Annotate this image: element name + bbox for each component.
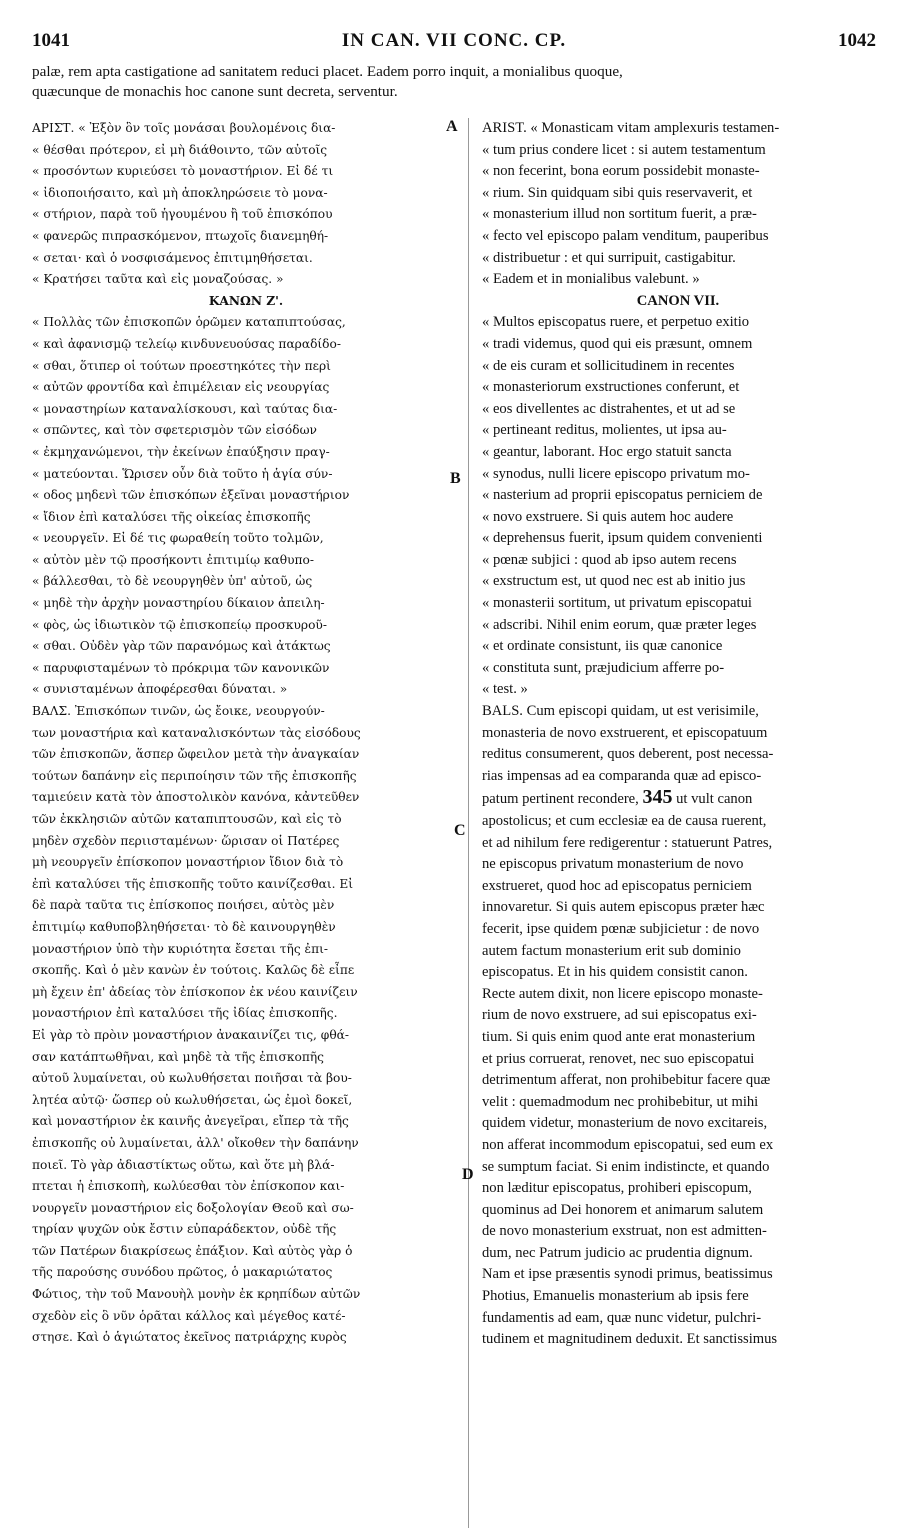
text-line: Photius, Emanuelis monasterium ab ipsis fere xyxy=(482,1288,749,1305)
text-line: ΑΡΙΣΤ. « Ἐξὸν ὃν τοῖς μονάσαι βουλομένοις δια- xyxy=(32,121,336,135)
text-line: Recte autem dixit, non licere episcopo monaste- xyxy=(482,985,763,1002)
text-line: « ἴδιον ἐπὶ καταλύσει τῆς οἰκείας ἐπισκοπῆς xyxy=(32,509,311,524)
text-line: σαν κατάπτωθῆναι, καὶ μηδὲ τὰ τῆς ἐπισκοπῆς xyxy=(32,1049,324,1064)
text-line: « καὶ ἀφανισμῷ τελείῳ κινδυνευούσας παραδίδο- xyxy=(32,336,341,351)
text-line: Εἰ γὰρ τὸ πρὸιν μοναστήριον ἀνακαινίζει τις, φθά- xyxy=(32,1027,350,1042)
text-line: exstrueret, quod hoc ad episcopatus perniciem xyxy=(482,877,752,894)
text-line: τῆς παρούσης συνόδου πρῶτος, ὁ μακαριώτατος xyxy=(32,1265,333,1280)
text-line: τῶν ἐκκλησιῶν αὐτῶν καταπιπτουσῶν, καὶ εἰς τὸ xyxy=(32,812,342,826)
page-number-right: 1042 xyxy=(838,30,876,51)
text-line: « et ordinate consistunt, iis quæ canonice xyxy=(482,638,723,655)
text-line: ἐπισκοπῆς οὐ λυμαίνεται, ἀλλ' οἴκοθεν τὴν δαπάνην xyxy=(32,1135,359,1150)
text-line: καὶ μοναστήριον ἐκ καινῆς ἀνεγεῖραι, εἴπερ τὰ τῆς xyxy=(32,1114,349,1129)
text-line: « ἰδιοποιήσαιτο, καὶ μὴ ἀποκληρώσειε τὸ μονα- xyxy=(32,185,328,200)
text-line: ποιεῖ. Τὸ γὰρ ἀδιαστίκτως οὕτω, καὶ ὅτε μὴ βλά- xyxy=(32,1157,335,1172)
text-line: ταμιεύειν κατὰ τὸν ἀποστολικὸν κανόνα, κἀντεῦθεν xyxy=(32,790,360,805)
text-line: « φὸς, ὡς ἰδιωτικὸν τῷ ἐπισκοπείῳ προσκυροῦ- xyxy=(32,617,327,632)
text-line: « Eadem et in monialibus valebunt. » xyxy=(482,271,700,288)
text-line: « exstructum est, ut quod nec est ab initio jus xyxy=(482,573,746,590)
canon-heading: ΚΑΝΩΝ Ζ'. xyxy=(208,293,284,308)
text-line: « monasteriorum exstructiones conferunt, et xyxy=(482,379,740,396)
inline-page-number-trailing-text: ut vult canon xyxy=(672,791,753,808)
text-line: μὴ ἔχειν ἐπ' ἀδείας τὸν ἐπίσκοπον ἐκ νέου καινίζειν xyxy=(32,984,358,999)
text-line: μηδὲν σχεδὸν περιισταμένων· ὥρισαν οἱ Πατέρες xyxy=(32,833,340,848)
text-line: πτεται ἡ ἐπισκοπὴ, κωλύεσθαι τὸν ἐπίσκοπον και- xyxy=(32,1179,345,1194)
text-line: « σεται· καὶ ὁ νοσφισάμενος ἐπιτιμηθήσεται. xyxy=(32,250,313,265)
text-line: στησε. Καὶ ὁ ἁγιώτατος ἐκεῖνος πατριάρχης κυρὸς xyxy=(32,1330,347,1345)
text-line: τῶν ἐπισκοπῶν, ἅσπερ ὤφειλον μετὰ τὴν ἀναγκαίαν xyxy=(32,747,360,762)
text-line: « στήριον, παρὰ τοῦ ἡγουμένου ἢ τοῦ ἐπισκόπου xyxy=(32,207,333,222)
text-line: et ad nihilum fere redigerentur : statuerunt Patres, xyxy=(482,834,773,851)
text-line: « σθαι, ὅτιπερ οἱ τούτων προεστηκότες τὴν περὶ xyxy=(32,358,331,373)
text-line: « constituta sunt, præjudicium afferre po- xyxy=(482,659,725,676)
greek-column xyxy=(32,118,460,1349)
text-line: των μοναστήρια καὶ καταναλισκόντων τὰς εἰσόδους xyxy=(32,725,361,740)
page-number-left: 1041 xyxy=(32,30,70,51)
text-line: τῶν Πατέρων διακρίσεως ἐπάξιον. Καὶ αὐτὸς γὰρ ὁ xyxy=(32,1243,353,1258)
text-line: « pœnæ subjici : quod ab ipso autem recens xyxy=(482,551,737,568)
text-line: « deprehensus fuerit, ipsum quidem convenienti xyxy=(482,530,763,547)
text-line: σκοπῆς. Καὶ ὁ μὲν κανὼν ἐν τούτοις. Καλῶς δὲ εἶπε xyxy=(32,963,355,978)
text-line: « eos divellentes ac distrahentes, et ut ad se xyxy=(482,400,736,417)
text-line: « nasterium ad proprii episcopatus perniciem de xyxy=(482,487,763,504)
text-line: et prius corruerat, renovet, nec suo episcopatui xyxy=(482,1050,755,1067)
text-line: autem factum monasterium erit sub dominio xyxy=(482,942,741,959)
text-line: « συνισταμένων ἀποφέρεσθαι δύναται. » xyxy=(32,682,288,697)
text-line: non læditur episcopatus, prohiberi episcopum, xyxy=(482,1180,752,1197)
text-line: σχεδὸν εἰς ὃ νῦν ὁρᾶται κάλλος καὶ μέγεθος κατέ- xyxy=(32,1308,346,1323)
text-line: « μηδὲ τὴν ἀρχὴν μοναστηρίου δίκαιον ἀπειλη- xyxy=(32,596,325,611)
text-line: μοναστήριον ὑπὸ τὴν κυριότητα ἔσεται τῆς ἐπι- xyxy=(32,941,328,956)
text-line: non afferat incommodum episcopatui, sed eum ex xyxy=(482,1136,774,1153)
text-line: « monasterii sortitum, ut privatum episcopatui xyxy=(482,595,752,612)
margin-markers xyxy=(440,0,480,1540)
margin-letter-c: C xyxy=(454,822,466,839)
text-line: « synodus, nulli licere episcopo privatum mo- xyxy=(482,465,750,482)
text-line: rium de novo exstruere, ad sui episcopatus exi- xyxy=(482,1007,757,1024)
text-line: « ματεύονται. Ὥρισεν οὖν διὰ τοῦτο ἡ ἁγία σύν- xyxy=(32,466,333,481)
text-line: tudinem et magnitudinem deduxit. Et sanctissimus xyxy=(482,1331,778,1348)
margin-letter-d: D xyxy=(462,1166,474,1183)
text-line: τούτων δαπάνην εἰς περιποίησιν τῶν τῆς ἐπισκοπῆς xyxy=(32,768,357,783)
text-line: « αὐτῶν φροντίδα καὶ ἐπιμέλειαν εἰς νεουργίας xyxy=(32,380,330,395)
text-line: ἐπὶ καταλύσει τῆς ἐπισκοπῆς τοῦτο καινίζεσθαι. Εἰ xyxy=(32,876,354,891)
text-line: quidem videtur, monasterium de novo excitareis, xyxy=(482,1115,768,1132)
text-line: Nam et ipse præsentis synodi primus, beatissimus xyxy=(482,1266,773,1283)
text-line: episcopatus. Et in his quidem consistit canon. xyxy=(482,964,748,981)
text-line: « distribuetur : et qui surripuit, castigabitur. xyxy=(482,249,736,266)
text-line: Φώτιος, τὴν τοῦ Μανουὴλ μονὴν ἐκ κρηπίδων αὐτῶν xyxy=(32,1287,361,1302)
text-line: ne episcopus privatum monasterium de novo xyxy=(482,856,744,873)
text-line: « test. » xyxy=(482,681,528,698)
text-line: νουργεῖν μοναστήριον εἰς δοξολογίαν Θεοῦ καὶ σω- xyxy=(32,1200,354,1215)
text-line: τηρίαν ψυχῶν οὐκ ἔστιν εὐπαράδεκτον, οὐδὲ τῆς xyxy=(32,1222,337,1237)
intro-line: palæ, rem apta castigatione ad sanitatem reduci placet. Eadem porro inquit, a monialibus quoque, xyxy=(32,63,623,80)
text-line: « pertineant reditus, molientes, ut ipsa au- xyxy=(482,422,727,439)
text-line: « monasterium illud non sortitum fuerit, a præ- xyxy=(482,206,757,223)
inline-page-number: 345 xyxy=(642,787,673,809)
text-line: « de eis curam et sollicitudinem in recentes xyxy=(482,357,735,374)
text-line: detrimentum afferat, non prohibebitur facere quæ xyxy=(482,1072,771,1089)
latin-column xyxy=(482,118,874,1351)
text-line: « νεουργεῖν. Εἰ δέ τις φωραθείη τοῦτο τολμῶν, xyxy=(32,531,324,546)
text-line: « geantur, laborant. Hoc ergo statuit sancta xyxy=(482,443,732,460)
text-line: « οδος μηδενὶ τῶν ἐπισκόπων ἐξεῖναι μοναστήριον xyxy=(32,488,350,503)
text-line: se sumptum faciat. Si enim indistincte, et quando xyxy=(482,1158,770,1175)
text-line: apostolicus; et cum ecclesiæ ea de causa ruerent, xyxy=(482,813,767,829)
text-line: « tradi videmus, quod qui eis præsunt, omnem xyxy=(482,335,753,352)
margin-letter-b: B xyxy=(450,470,461,487)
text-line: « novo exstruere. Si quis autem hoc audere xyxy=(482,508,734,525)
margin-letter-a: A xyxy=(446,118,458,135)
text-line: μὴ νεουργεῖν ἐπίσκοπον μοναστήριον ἴδιον διὰ τὸ xyxy=(32,855,344,870)
text-line: αὐτοῦ λυμαίνεται, οὐ κωλυθήσεται ποιῆσαι τὰ βου- xyxy=(32,1071,352,1086)
text-line: BALS. Cum episcopi quidam, ut est verisimile, xyxy=(482,703,759,720)
text-line: velit : quemadmodum nec prohibebitur, ut mihi xyxy=(482,1093,759,1110)
text-line: ARIST. « Monasticam vitam amplexuris testamen- xyxy=(482,120,780,136)
running-title: IN CAN. VII CONC. CP. xyxy=(341,30,567,51)
text-line: « ἐκμηχανώμενοι, τὴν ἐκείνων ἐπαύξησιν πραγ- xyxy=(32,444,330,459)
text-line: rias impensas ad ea comparanda quæ ad episco- xyxy=(482,767,762,784)
text-line: patum pertinent recondere, 345 ut vult canon xyxy=(482,787,753,809)
text-line: « προσόντων κυριεύσει τὸ μοναστήριον. Εἰ δέ τι xyxy=(32,164,334,179)
text-line: dum, nec Patrum judicio ac prudentia dignum. xyxy=(482,1244,753,1261)
text-line: « rium. Sin quidquam sibi quis reservaverit, et xyxy=(482,184,753,201)
text-line: « φανερῶς πιπρασκόμενον, πτωχοῖς διανεμηθή- xyxy=(32,228,329,243)
text-line: δὲ παρὰ ταῦτα τις ἐπίσκοπος ποιήσει, αὐτὸς μὲν xyxy=(32,898,335,913)
text-line: « non fecerint, bona eorum possidebit monaste- xyxy=(482,163,760,180)
text-line: de novo monasterium exstruat, non est admitten- xyxy=(482,1223,767,1240)
intro-line: quæcunque de monachis hoc canone sunt decreta, serventur. xyxy=(32,83,398,100)
text-line: μοναστήριον ἐπὶ καταλύσει τῆς ἰδίας ἐπισκοπῆς. xyxy=(32,1006,338,1021)
text-line: tium. Si quis enim quod ante erat monasterium xyxy=(482,1028,756,1045)
text-line: « σπῶντες, καὶ τὸν σφετερισμὸν τῶν εἰσόδων xyxy=(32,423,317,438)
text-line: ἐπιτιμίῳ καθυποβληθήσεται· τὸ δὲ καινουργηθὲν xyxy=(32,919,336,934)
text-line: quominus ad Dei honorem et animarum salutem xyxy=(482,1201,764,1218)
text-line: λητέα αὐτῷ· ὥσπερ οὐ κωλυθήσεται, ὡς ἐμοὶ δοκεῖ, xyxy=(32,1092,353,1107)
text-line: ΒΑΛΣ. Ἐπισκόπων τινῶν, ὡς ἔοικε, νεουργούν- xyxy=(32,704,325,719)
text-line: « Multos episcopatus ruere, et perpetuo exitio xyxy=(482,314,750,331)
text-line: « μοναστηρίων καταναλίσκουσι, καὶ ταύτας δια- xyxy=(32,401,338,416)
text-line: « Πολλὰς τῶν ἐπισκοπῶν ὁρῶμεν καταπιπτούσας, xyxy=(32,315,346,330)
text-line: « fecto vel episcopo palam venditum, pauperibus xyxy=(482,227,769,244)
text-line: « Κρατήσει ταῦτα καὶ εἰς μοναζούσας. » xyxy=(32,272,284,287)
text-line: « αὐτὸν μὲν τῷ προσήκοντι ἐπιτιμίῳ καθυπο- xyxy=(32,552,314,567)
text-line: innovaretur. Si quis autem episcopus præter hæc xyxy=(482,899,765,916)
canon-heading: CANON VII. xyxy=(636,292,720,309)
text-line: monasteria de novo exstruerent, et episcopatuum xyxy=(482,724,768,741)
text-line: fecerit, ipse quidem pœnæ subjicietur : de novo xyxy=(482,920,760,937)
text-line: fundamentis ad eam, quæ nunc videtur, pulchri- xyxy=(482,1309,762,1326)
text-line: « θέσθαι πρότερον, εἰ μὴ διάθοιντο, τῶν αὐτοῖς xyxy=(32,142,328,157)
text-line: « σθαι. Οὐδὲν γὰρ τῶν παρανόμως καὶ ἀτάκτως xyxy=(32,639,331,654)
text-line: « tum prius condere licet : si autem testamentum xyxy=(482,141,766,158)
text-line: reditus consumerent, quos deberent, post necessa- xyxy=(482,746,774,763)
text-line: « παρυφισταμένων τὸ πρόκριμα τῶν κανονικῶν xyxy=(32,660,330,675)
text-line: « βάλλεσθαι, τὸ δὲ νεουργηθὲν ὑπ' αὐτοῦ, ὡς xyxy=(32,574,313,589)
text-line: « adscribi. Nihil enim eorum, quæ præter leges xyxy=(482,616,757,633)
